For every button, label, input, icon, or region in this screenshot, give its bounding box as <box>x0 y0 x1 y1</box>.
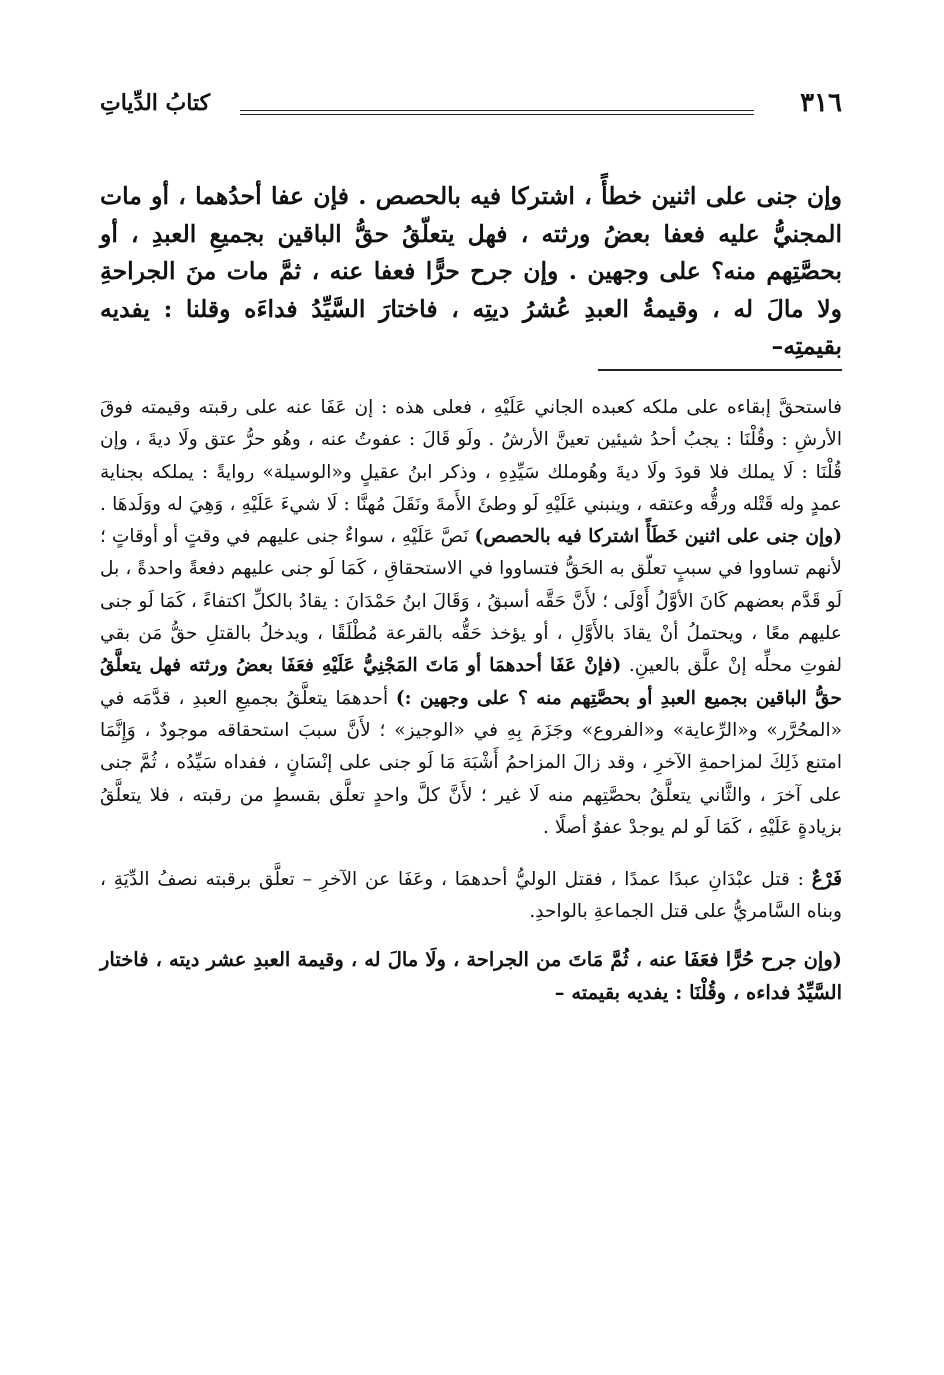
commentary-text: فاستحقَّ إبقاءه على ملكه كعبده الجاني عَلَيْهِ ، فعلى هذه : إن عَفَا عنه على رقبته وقيمته فوقَ الأرشِ : وقُلْنَا : يجبُ أحدُ شيئين تعينَّ الأرشُ . ولَو قَالَ : عفوتُ عنه ، وهُو حرُّ عتق ولَا ديةَ ، وإن قُلْنَا : لَا يملك فلا قودَ ولَا ديةَ وهُوملك سَيِّدِهِ ، وذكر ابنُ عقيلٍ و«الوسيلة» روايةً : يملكه بجناية عمدٍ وله قَتْله ورقُّه وعتقه ، وينبني عَلَيْهِ لَو وطئَ الأَمةَ ونَقَلَ مُهنَّا : لَا شيءَ عَلَيْهِ ، وَهِيَ له ووَلَدهَا . <box>100 397 842 515</box>
commentary-text: : قتل عبْدَانِ عبدًا عمدًا ، فقتل الوليُّ أحدهمَا ، وعَفَا عن الآخرِ – تعلَّق برقبته نصفُ الدِّيَةِ ، وبناه السَّامريُّ على قتل الجماعةِ بالواحدِ. <box>100 869 842 923</box>
commentary-text: نَصَّ عَلَيْهِ ، سواءٌ جنى عليهم في وقتٍ أو أوقاتٍ ؛ لأنهم تساووا في سببٍ تعلّق به الحَقُّ فتساووا في الاستحقاقِ ، كَمَا لَو جنى عليهم دفعةً واحدةً ، بل لَو قَدَّم بعضهم كَانَ الأوَّلُ أَوْلَى ؛ لأَنَّ حَقَّه أسبقُ ، وَقَالَ ابنُ حَمْدَانَ : يقادُ بالكلِّ اكتفاءً ، كَمَا لَو جنى عليهم معًا ، ويحتملُ أنْ يقادَ بالأَوَّلِ ، أو يؤخذ حَقُّه بالقرعة مُطْلَقًا ، ويدخلُ بالقتلِ حقُّ مَن بقي لفوتِ محلِّه إنْ علَّق بالعينِ. <box>100 526 842 677</box>
commentary-paragraph-far <box>100 864 842 929</box>
main-text: وإن جنى على اثنين خطأً ، اشتركا فيه بالحصص . فإن عفا أحدُهما ، أو مات المجنيُّ عليه فعفا بعضُ ورثته ، فهل يتعلّقُ حقُّ الباقين بجميعِ العبدِ ، أو بحصَّتِهم منه؟ على وجهين . وإن جرح حرًّا فعفا عنه ، ثمَّ مات منَ الجراحةِ ولا مالَ له ، وقيمةُ العبدِ عُشرُ ديتِه ، فاختارَ السَّيِّدُ فداءَه وقلنا : يفديه بقيمتِه– <box>100 182 842 360</box>
quoted-matn: (فإنْ عَفَا أحدهمَا أو مَاتَ المَجْنِيُّ عَلَيْهِ فعَفَا بعضُ ورثته فهل يتعلَّقُ حقُّ الباقين بجميع العبدِ أو بحصَّتِهم منه ؟ على وجهين :) <box>100 655 842 709</box>
header-rule <box>240 110 754 115</box>
page-header <box>100 88 842 128</box>
commentary-text: أحدهمَا يتعلَّقُ بجميعِ العبدِ ، قدَّمَه في «المحُرَّر» و«الرِّعاية» و«الفروع» وجَزَمَ بِهِ في «الوجيز» ؛ لأَنَّ سببَ استحقاقه موجودٌ ، وَإِنَّمَا امتنع ذَلِكَ لمزاحمةِ الآخرِ ، وقد زالَ المزاحمُ أَشْبَهَ مَا لَو جنى على إنْسَانٍ ، ففداه سَيِّدُه ، ثُمَّ جنى على آخرَ ، والثَّاني يتعلَّقُ بحصَّتِهم منه لَا غير ؛ لأَنَّ كلَّ واحدٍ تعلَّق بقسطٍ من رقبته ، فلا يتعلَّقُ بزيادةٍ عَلَيْهِ ، كَمَا لَو لم يوجدْ عفوٌ أصلًا . <box>100 687 842 838</box>
quoted-matn-paragraph: (وإن جرح حُرًّا فعَفَا عنه ، ثُمَّ مَاتَ من الجراحة ، ولَا مالَ له ، وقيمة العبدِ عشر ديته ، فاختار السَّيِّدُ فداءه ، وقُلْنَا : يفديه بقيمته – <box>100 947 842 1004</box>
book-title: كتابُ الدِّياتِ <box>100 90 211 116</box>
footnote-separator <box>598 369 842 371</box>
commentary-paragraph <box>100 392 842 844</box>
far-label: فَرْعٌ <box>811 869 842 891</box>
page-number: ٣١٦ <box>800 88 842 118</box>
commentary <box>100 392 842 1009</box>
quoted-matn: (وإن جنى على اثنين خَطَأً اشتركا فيه بالحصص) <box>474 526 842 548</box>
